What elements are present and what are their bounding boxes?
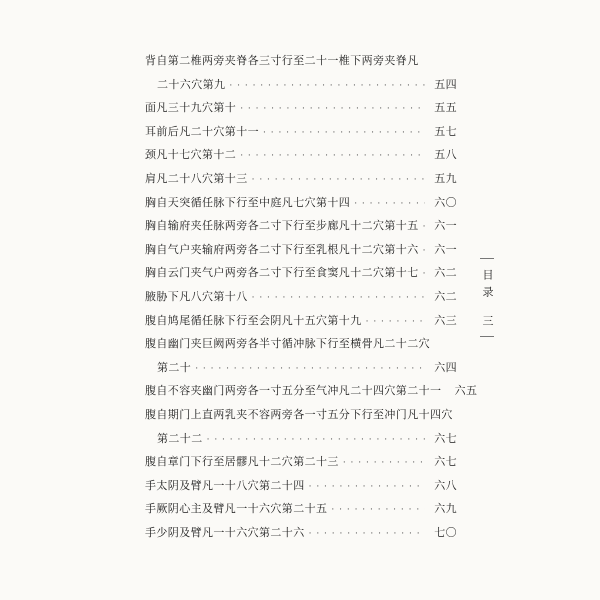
dot-leader [195, 364, 425, 374]
toc-entry [145, 52, 457, 76]
toc-entry [145, 264, 457, 288]
running-header [475, 258, 499, 337]
toc-entry-title: 第二十 [157, 360, 192, 374]
toc-entry [145, 312, 457, 336]
toc-entry-title: 腹自鸠尾循任脉下行至会阴凡十五穴第十九 [145, 313, 362, 327]
toc-entry-title: 腹自期门上直两乳夹不容两旁各一寸五分下行至冲门凡十四穴 [145, 407, 453, 421]
toc-entry-page: 六一 [434, 242, 457, 256]
toc-entry-title: 面凡三十九穴第十 [145, 101, 237, 115]
toc-entry-page: 六八 [434, 478, 457, 492]
toc-entry-page: 五四 [434, 77, 457, 91]
toc-entry-title: 手少阴及臂凡一十六穴第二十六 [145, 525, 305, 539]
toc-entry-page: 五八 [434, 148, 457, 162]
dot-leader [331, 505, 425, 515]
toc-entry-page: 六二 [434, 289, 457, 303]
dot-leader [343, 458, 425, 468]
toc-entry [145, 453, 457, 477]
toc-entry-page: 五九 [434, 171, 457, 185]
toc-entry-page: 六七 [434, 455, 457, 469]
toc-entry [145, 477, 457, 501]
dot-leader [309, 482, 425, 492]
dot-leader [207, 435, 425, 445]
dot-leader [423, 246, 425, 256]
bottom-rule [480, 336, 494, 337]
toc-entry [145, 217, 457, 241]
toc-entry [145, 76, 457, 100]
top-rule [480, 258, 494, 259]
dot-leader [309, 529, 425, 539]
toc-entry [145, 430, 457, 454]
dot-leader [366, 317, 425, 327]
toc-entry [145, 123, 457, 147]
toc-entry [145, 146, 457, 170]
toc-entry-title: 胸自气户夹输府两旁各二寸下行至乳根凡十二穴第十六 [145, 242, 419, 256]
toc-entry-page: 六一 [434, 219, 457, 233]
toc-entry-page: 六四 [434, 360, 457, 374]
toc-entry-title: 第二十二 [157, 431, 203, 445]
section-label: 目录 [481, 269, 494, 303]
toc-entry-title: 颈凡十七穴第十二 [145, 148, 237, 162]
toc-entry [145, 194, 457, 218]
toc-entry-page: 七〇 [434, 525, 457, 539]
toc-entry-page: 六二 [434, 266, 457, 280]
toc-entry-page: 五五 [434, 101, 457, 115]
toc-entry-page: 六七 [434, 431, 457, 445]
dot-leader [423, 269, 425, 279]
toc-entry [145, 500, 457, 524]
toc-entry-title: 二十六穴第九 [157, 77, 226, 91]
toc-entry-page: 六〇 [434, 195, 457, 209]
dot-leader [252, 293, 425, 303]
toc-entry-title: 腹自幽门夹巨阙两旁各半寸循冲脉下行至横骨凡二十二穴 [145, 337, 430, 351]
toc-entry-title: 手太阴及臂凡一十八穴第二十四 [145, 478, 305, 492]
toc-entry-title: 耳前后凡二十穴第十一 [145, 124, 259, 138]
dot-leader [354, 199, 425, 209]
toc-entry-title: 腋胁下凡八穴第十八 [145, 289, 248, 303]
toc-entry [145, 382, 478, 406]
toc-entry-title: 手厥阴心主及臂凡一十六穴第二十五 [145, 502, 328, 516]
dot-leader [240, 104, 425, 114]
toc-entry-page: 六五 [454, 384, 478, 398]
toc-entry [145, 170, 457, 194]
toc-entry-title: 肩凡二十八穴第十三 [145, 171, 248, 185]
dot-leader [229, 81, 425, 91]
toc-entry-page: 五七 [434, 124, 457, 138]
dot-leader [252, 175, 425, 185]
toc-entry-title: 胸自输府夹任脉两旁各二寸下行至步廊凡十二穴第十五 [145, 219, 419, 233]
page-number: 三 [481, 315, 494, 326]
toc-entry-page: 六九 [434, 502, 457, 516]
toc-entry [145, 335, 457, 359]
dot-leader [263, 128, 425, 138]
toc-entry [145, 406, 457, 430]
toc-entry-title: 胸自云门夹气户两旁各二寸下行至食窦凡十二穴第十七 [145, 266, 419, 280]
toc-entry-page: 六三 [434, 313, 457, 327]
dot-leader [423, 222, 425, 232]
toc-entry [145, 288, 457, 312]
table-of-contents [145, 52, 478, 547]
dot-leader [240, 151, 425, 161]
toc-entry [145, 359, 457, 383]
toc-entry-title: 胸自天突循任脉下行至中庭凡七穴第十四 [145, 195, 351, 209]
toc-entry [145, 99, 457, 123]
toc-entry [145, 524, 457, 548]
toc-entry-title: 腹自章门下行至居髎凡十二穴第二十三 [145, 455, 339, 469]
toc-entry-title: 腹自不容夹幽门两旁各一寸五分至气冲凡二十四穴第二十一 [145, 384, 442, 398]
toc-entry-title: 背自第二椎两旁夹脊各三寸行至二十一椎下两旁夹脊凡 [145, 54, 419, 67]
toc-entry [145, 241, 457, 265]
